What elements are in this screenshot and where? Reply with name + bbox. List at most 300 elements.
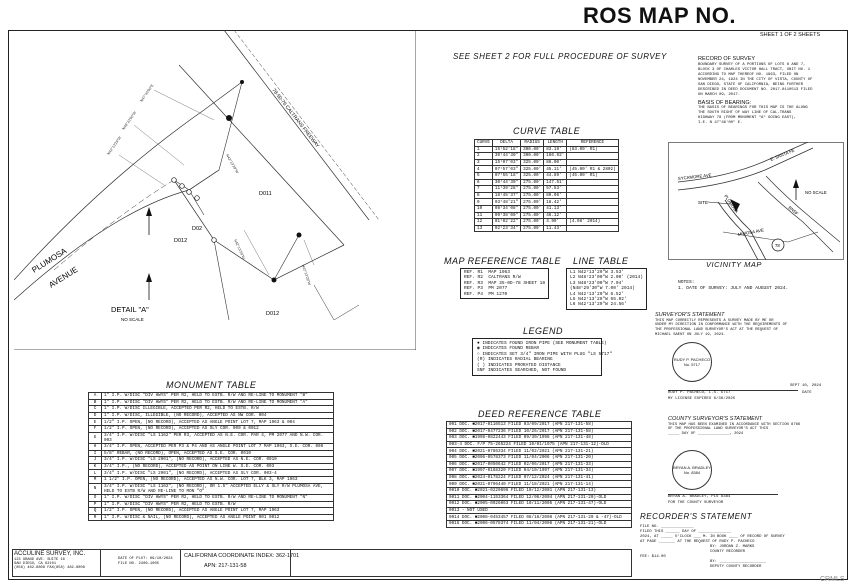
notes (678, 280, 788, 291)
parcel-line (214, 240, 229, 320)
monument-row (89, 494, 334, 501)
monument-marker (297, 233, 302, 238)
monument-description: 3/4" I.P., (NO RECORD), ACCEPTED AS POINT ON LINE W. S.E. COR. 003 (102, 463, 334, 470)
monument-letter: K (89, 463, 102, 470)
freeway-line (234, 30, 379, 220)
file-number: FILE NO. 2406-1005 (118, 561, 160, 566)
curve-cell: 275.00' (521, 179, 544, 186)
record-line: SAN DIEGO, STATE OF CALIFORNIA, BEING FURTHER (698, 82, 804, 87)
monument-marker (187, 190, 192, 195)
monument-marker (272, 278, 277, 283)
curve-row (475, 179, 619, 186)
curve-cell: 11 (475, 212, 493, 219)
curve-cell: 325.00' (521, 172, 544, 179)
monument-row (89, 457, 334, 464)
monument-letter: O (89, 494, 102, 501)
svg-text:N42°13'29"W: N42°13'29"W (225, 153, 240, 175)
monument-letter: G (89, 432, 102, 443)
monument-description: 1" I.P. W/DISC ILLEGIBLE, ACCEPTED PER R2, HELD TO ESTB. R/W (102, 406, 334, 413)
deed-cell: 003-4 DOC. F/P 75-265224 FILED 10/01/1975 (APN 217-131-12)-OLD (447, 441, 632, 448)
monument-description: 1/2" I.P. OPEN, (NO RECORD), ACCEPTED AS SLY COR. 009 & 0012 (102, 425, 334, 432)
svg-text:N47°46'00"E: N47°46'00"E (139, 83, 155, 103)
curve-cell (567, 199, 618, 206)
parcel-label: D012 (266, 311, 280, 317)
parcel-line (189, 82, 242, 190)
monument-marker (195, 196, 200, 201)
monument-row (89, 406, 334, 413)
parcel-label: D012 (174, 238, 188, 244)
monument-description: 1" I.P. W/DISC, ILLEGIBLE, (NO RECORD), ACCEPTED AS NW COR. 004 (102, 412, 334, 419)
street-name: AVENUE (47, 264, 80, 290)
line-row: L4 N42°13'29"W 6.52' (570, 291, 625, 297)
svg-text:N42°13'29"W: N42°13'29"W (301, 264, 312, 286)
company-address: SAN DIEGO, CA 92101 (14, 561, 57, 566)
monument-row (89, 412, 334, 419)
monument-description: 1/2" I.P. OPEN, (NO RECORD), ACCEPTED AS ANGLE POINT LOT 7, MAP 1963 & 004 (102, 419, 334, 426)
deed-row (447, 474, 632, 481)
county-title: COUNTY SURVEYOR'S STATEMENT (668, 416, 763, 422)
curve-row (475, 225, 619, 232)
curve-cell: 300.00' (521, 146, 544, 153)
curve-table-header (475, 140, 619, 147)
title-divider (290, 549, 291, 577)
curve-row (475, 205, 619, 212)
curve-cell: 12 (475, 219, 493, 226)
county-surveyor-statement (668, 416, 843, 437)
monument-table (88, 392, 334, 521)
curve-cell: 11.43' (544, 225, 567, 232)
deed-cell: 0014 DOC. ■2008-0453457 FILED 08/18/2008 (APN 217-131-20 & -47)-OLD (447, 514, 632, 521)
line-row: L5 N42°13'29"W 65.02' (570, 297, 627, 303)
deed-row (447, 501, 632, 508)
monument-description: 5/8" REBAR, (NO RECORD), OPEN, ACCEPTED AS S.E. COR. 0010 (102, 450, 334, 457)
legend-row: ○ INDICATES SET 3/4" IRON PIPE WITH PLUG "LS 5717" (477, 351, 613, 357)
curve-header-cell: RADIUS (521, 140, 544, 147)
curve-header-cell: REFERENCE (567, 140, 618, 147)
street-label: MIMOSA AVE (737, 227, 765, 237)
highway-number: 78 (775, 243, 780, 248)
curve-row (475, 172, 619, 179)
recorder-body (640, 525, 840, 570)
monument-table-title: MONUMENT TABLE (166, 380, 257, 390)
legend-row: ● INDICATES FOUND IRON PIPE (SEE MONUMENT TABLE) (477, 341, 607, 346)
curve-cell (567, 153, 618, 160)
deed-cell: 006 DOC. ■2017-0050642 FILED 02/06/2017 (APN 217-131-33) (447, 461, 632, 468)
deed-cell: 008 DOC. ■2024-0178224 FILED 07/12/2024 (APN 217-131-41) (447, 474, 632, 481)
monument-description: 1/2" I.P. OPEN, (NO RECORD), ACCEPTED AS ANGLE POINT LOT 7, MAP 1963 (102, 508, 334, 515)
legend-row: ◉ INDICATES FOUND REBAR (477, 346, 540, 352)
curve-row (475, 219, 619, 226)
monument-letter: L (89, 470, 102, 477)
recorder-line: FILE NO. ______________ (640, 525, 694, 529)
freeway-label: 78-50-76 CALTRANS FREEWAY (270, 87, 321, 149)
record-line: BOUNDARY SURVEY OF A PORTIONS OF LOTS 6 AND 7, (698, 62, 806, 67)
curve-cell: 09°38'00" (492, 212, 520, 219)
leader-line (119, 155, 164, 185)
curve-cell: 03°48'21" (492, 199, 520, 206)
monument-marker (240, 80, 244, 84)
curve-cell (567, 212, 618, 219)
street-line (14, 82, 242, 280)
curve-cell: 300.00' (521, 153, 544, 160)
county-name: BRYAN A. BRADLEY, PLS 8384 (668, 495, 731, 499)
deed-cell: 0010 DOC. ■2021-0220696 FILED 10/12/2001 (APN 217-131-13) (447, 487, 632, 494)
monument-description: 1 1/2" I.P. OPEN, (NO RECORD), ACCEPTED AS N.W. COR. LOT 7, BLK 3, MAP 1963 (102, 476, 334, 483)
legend-symbol-icon: ○ (477, 351, 480, 357)
curve-cell: 8 (475, 192, 493, 199)
curve-cell (567, 186, 618, 193)
monument-row (89, 501, 334, 508)
curve-cell (567, 179, 618, 186)
monument-letter: D (89, 412, 102, 419)
legend-symbol-icon: ◉ (477, 346, 480, 352)
monument-row (89, 399, 334, 406)
leader-line (134, 125, 184, 165)
title-divider (180, 549, 181, 577)
monument-letter: Q (89, 508, 102, 515)
street-name: PLUMOSA (30, 246, 69, 275)
legend-row: ( ) INDICATES PRORATED DISTANCE (477, 362, 561, 368)
deed-cell: 005 DOC. ■2006-0578373 FILED 11/04/2006 (APN 217-131-20) (447, 454, 632, 461)
legend-symbol-icon: SNF (477, 368, 486, 374)
apn-number: APN: 217-131-58 (204, 562, 247, 569)
monument-description: 3/4" I.P. W/DISC "LS 1162", (NO RECORD), OR 1.5" ACCEPTED ELLY & SLY R/W PLUMOSA AVE, HELD TO ESTB R/W AND RE-LINE TO MON "O" (102, 483, 334, 494)
monument-description: 3/4" I.P. W/DISC "LS 2901", (NO RECORD), ACCEPTED AS SLY COR. 003-4 (102, 470, 334, 477)
bearing-body (698, 106, 843, 126)
legend-symbol-icon: (R) (477, 357, 486, 363)
curve-cell: 15°07'03" (492, 159, 520, 166)
monument-letter: R (89, 514, 102, 521)
curve-cell: 275.00' (521, 225, 544, 232)
deed-row (447, 454, 632, 461)
curve-cell (567, 159, 618, 166)
record-of-survey (698, 56, 843, 126)
page-title: ROS MAP NO. (583, 3, 737, 28)
curve-cell: 3 (475, 159, 493, 166)
street-label: PLUMOSA (723, 193, 740, 214)
bearing-title: BASIS OF BEARING: (698, 99, 752, 106)
curve-cell: 46.12' (544, 212, 567, 219)
curve-cell: (4.98' 2014) (567, 219, 618, 226)
monument-marker (172, 178, 177, 183)
curve-cell: 08°34'08" (492, 205, 520, 212)
deed-table-title: DEED REFERENCE TABLE (478, 409, 602, 419)
recorder-line: FILED THIS ______ DAY OF ______________ (640, 530, 732, 534)
curve-cell: 15°52'18" (492, 146, 520, 153)
surveyor-title: SURVEYOR'S STATEMENT (655, 312, 725, 318)
county-line: OF THE PROFESSIONAL LAND SURVEYOR'S ACT THIS (668, 427, 769, 432)
note-line: 1. DATE OF SURVEY: JULY AND AUGUST 2024. (678, 285, 789, 291)
street-centerline (54, 180, 174, 270)
map-ref-row: REF. P4 PM 1270 (464, 291, 508, 297)
legend-symbol-icon: ( ) (477, 362, 486, 368)
curve-cell: (83.09' R1) (567, 146, 618, 153)
monument-description: 1" I.P. W/DISC "DIV HWYS" PER R2, HELD TO ESTB. R/W AND RE-LINE TO MONUMENT "A" (102, 399, 334, 406)
map-ref-row: REF. R2 CALTRANS R/W (464, 275, 521, 281)
deed-cell: 0012 DOC. ■2005-0926063 FILED 10/11/2005 (APN 217-131-47)-OLD (447, 501, 632, 508)
deed-cell: 002 DOC. ■2017-0477236 FILED 10/26/2017 (APN 217-131-58) (447, 428, 632, 435)
site-label: SITE (698, 200, 709, 205)
deed-row (447, 481, 632, 488)
curve-cell: 1 (475, 146, 493, 153)
monument-marker (226, 115, 232, 121)
curve-cell: 30°44'30" (492, 179, 520, 186)
surveyor-line: THIS MAP CORRECTLY REPRESENTS A SURVEY MADE BY ME OR (655, 318, 774, 323)
curve-cell: 18.42' (544, 199, 567, 206)
curve-cell: 275.00' (521, 199, 544, 206)
curve-cell: 18°45'37" (492, 192, 520, 199)
surveyor-name: RUDY P. PACHECO, L.S. 5717 (668, 391, 731, 395)
road-line (678, 148, 813, 190)
curve-cell: 6 (475, 179, 493, 186)
monument-description: 3/4" I.P. W/DISC "LS 2901", (NO RECORD), ACCEPTED AS N.E. COR. 0010 (102, 457, 334, 464)
monument-row (89, 425, 334, 432)
monument-row (89, 508, 334, 515)
curve-cell: 41.13' (544, 205, 567, 212)
curve-cell: 275.00' (521, 205, 544, 212)
deed-cell: 007 DOC. ■1997-0168320 FILED 04/10/1997 (APN 217-131-34) (447, 468, 632, 475)
curve-row (475, 146, 619, 153)
legend (472, 338, 613, 376)
coordinate-index: CALIFORNIA COORDINATE INDEX: 362-1701 (184, 553, 300, 559)
curve-table-title: CURVE TABLE (513, 126, 581, 136)
vicinity-map (668, 142, 844, 260)
monument-letter: C (89, 406, 102, 413)
coordinate-info (184, 553, 299, 569)
curve-cell: 5 (475, 172, 493, 179)
monument-letter: F (89, 425, 102, 432)
vicinity-title: VICINITY MAP (706, 260, 762, 269)
monument-marker (212, 238, 217, 243)
deed-row (447, 435, 632, 442)
north-arrow-icon (146, 273, 152, 300)
monument-letter: I (89, 450, 102, 457)
monument-row (89, 514, 334, 521)
freeway-line (224, 30, 369, 220)
legend-title: LEGEND (523, 326, 564, 336)
line-row: L6 N42°13'29"W 24.56' (570, 302, 627, 308)
watermark: CRMLS (820, 576, 845, 583)
recorder-title: RECORDER'S STATEMENT (640, 512, 753, 521)
curve-cell: 13 (475, 225, 493, 232)
curve-cell: 2 (475, 153, 493, 160)
curve-cell: 325.00' (521, 159, 544, 166)
notes-title: NOTES: (678, 280, 695, 285)
street-label: E. SANTA FE (769, 147, 796, 162)
surveyor-date-label: DATE (802, 391, 812, 395)
monument-description: 1" I.P. W/DISC & NAIL, (NO RECORD), ACCEPTED AS ANGLE POINT 001 0012 (102, 514, 334, 521)
deed-cell: 003 DOC. ■1998-0822443 FILED 09/30/1998 (APN 217-131-48) (447, 435, 632, 442)
curve-cell: 147.51' (544, 179, 567, 186)
deed-cell: 0011 DOC. ■2004-1153364 FILED 12/06/2004 (APN 217-131-20)-OLD (447, 494, 632, 501)
monument-row (89, 443, 334, 450)
surveyor-license: MY LICENSE EXPIRES 6/30/2025 (668, 397, 736, 401)
deed-row (447, 422, 632, 429)
county-line: _____ DAY OF ______________, 2024 (668, 432, 744, 437)
deed-reference-table (446, 421, 632, 528)
county-role: FOR THE COUNTY SURVEYOR (668, 501, 724, 505)
deed-cell: 0015 DOC. ■2006-0578374 FILED 11/04/2006 (APN 217-131-21)-OLD (447, 520, 632, 527)
curve-table (474, 139, 619, 232)
deed-row (447, 494, 632, 501)
monument-description: 1" I.P. W/DISC "DIV HWYS" PER R2, HELD TO ESTB. R/W AND RE-LINE TO MONUMENT "B" (102, 393, 334, 400)
curve-cell: 275.00' (521, 212, 544, 219)
boundary-drawing (14, 30, 416, 350)
line-row: L1 N42°13'29"W 3.53' (570, 270, 625, 275)
curve-row (475, 186, 619, 193)
bearing-line: THE BASIS OF BEARINGS FOR THIS MAP IS THE ALONG (698, 106, 808, 110)
see-sheet-note: SEE SHEET 2 FOR FULL PROCEDURE OF SURVEY (453, 52, 667, 61)
deed-row (447, 468, 632, 475)
recorder-line: BY: JORDAN Z. MARKS (710, 545, 755, 549)
curve-cell: 10 (475, 205, 493, 212)
north-arrow-icon (793, 179, 799, 200)
monument-description: 3/4" I.P. W/DISC "LS 1162" PER R3, ACCEPTED AS N.E. COR. PAR 4, PM 2077 AND N.W. COR. 003 (102, 432, 334, 443)
county-seal: BRYAN A. BRADLEY No. 8384 (672, 450, 712, 490)
curve-row (475, 153, 619, 160)
road-line (766, 176, 840, 242)
map-ref-row: REF. R1 MAP 1963 (464, 270, 510, 275)
record-body (698, 63, 843, 98)
leader-line (154, 90, 214, 120)
monument-letter: A (89, 393, 102, 400)
svg-text:N48°23'00"W: N48°23'00"W (121, 110, 138, 131)
recorder-line: DEPUTY COUNTY RECORDER (710, 565, 762, 569)
monument-row (89, 476, 334, 483)
curve-cell: 44.89' (544, 172, 567, 179)
deed-cell: 0013 - NOT USED (447, 507, 632, 514)
line-table (566, 268, 647, 310)
recorder-line: COUNTY RECORDER (710, 550, 746, 554)
recorder-line: 2024, AT _____ O'CLOCK ___ M. IN BOOK ____ OF RECORD OF SURVEY (640, 535, 785, 539)
curve-cell: 07°55'18" (492, 172, 520, 179)
monument-letter: E (89, 419, 102, 426)
curve-cell: (45.00' R1 & 2802) (567, 166, 618, 173)
curve-cell: 45.11' (544, 166, 567, 173)
sheet-number: SHEET 1 OF 2 SHEETS (760, 32, 821, 38)
monument-row (89, 470, 334, 477)
curve-row (475, 166, 619, 173)
leader-line (304, 240, 314, 265)
recorder-line: FEE: $14.00 (640, 555, 666, 559)
record-title: RECORD OF SURVEY (698, 56, 756, 62)
company-address: 123 GRAND AVE. SUITE 16 (14, 557, 65, 562)
company-info (14, 551, 85, 570)
deed-cell: 001 DOC. ■2017-0110513 FILED 03/09/2017 (APN 217-131-58) (447, 422, 632, 429)
plot-date: DATE OF PLOT: 09/10/2024 (118, 557, 173, 561)
legend-row: (R) INDICATES RADIAL BEARING (477, 357, 553, 363)
title-block (12, 549, 632, 577)
parcel-label: D02 (192, 226, 203, 232)
curve-cell (567, 205, 618, 212)
bearing-line: I.E. N 47°46'00" E. (698, 121, 743, 125)
deed-row (447, 514, 632, 521)
monument-description: 1" I.P. W/DISC "DIV HWYS" PER R2, HELD TO ESTB. R/W (102, 501, 334, 508)
surveyor-line: MICHAEL SAENT ON JULY 19, 2024. (655, 332, 726, 337)
line-table-title: LINE TABLE (573, 256, 629, 266)
legend-symbol-icon: ● (477, 341, 480, 346)
curve-cell: 57.53' (544, 186, 567, 193)
deed-row (447, 487, 632, 494)
deed-cell: 004 DOC. ■2021-0786334 FILED 11/02/2021 (APN 217-131-21) (447, 448, 632, 455)
bearing-line: HIGHWAY 78 (FROM MONUMENT "A" GOING EAST), (698, 116, 797, 120)
curve-cell: 7 (475, 186, 493, 193)
deed-row (447, 448, 632, 455)
legend-row: SNF INDICATES SEARCHED, NOT FOUND (477, 368, 567, 374)
street-label: BNSF (787, 204, 800, 217)
curve-header-cell: DELTA (492, 140, 520, 147)
line-row: L2 N48°23'00"W 2.00' (2014) (570, 275, 643, 281)
company-phone: (858) 482-8808 FAX(858) 482-8008 (14, 566, 85, 571)
surveyor-line: UNDER MY DIRECTION IN CONFORMANCE WITH THE REQUIREMENTS OF (655, 323, 788, 328)
record-line: ON MARCH 09, 2017. (698, 92, 741, 97)
map-reference-title: MAP REFERENCE TABLE (444, 256, 562, 266)
monument-letter: M (89, 476, 102, 483)
curve-cell: 02°23'34" (492, 225, 520, 232)
parcel-line (314, 285, 359, 320)
curve-cell: 160.92' (544, 153, 567, 160)
surveyor-seal: RUDY P. PACHECO No. 5717 (672, 342, 712, 382)
deed-row (447, 461, 632, 468)
monument-marker (180, 184, 185, 189)
line-row: L3 N48°23'00"W 7.04' (570, 280, 625, 286)
curve-cell: (45.00' R1) (567, 172, 618, 179)
street-label: SYCAMORE AVE (677, 172, 712, 181)
detail-scale: NO SCALE (121, 317, 144, 322)
curve-cell: 07°57'03" (492, 166, 520, 173)
monument-letter: J (89, 457, 102, 464)
monument-description: 1" I.P. W/DISC "DIV HWYS" PER R2, HELD TO ESTB. R/W AND RE-LINE TO MONUMENT "N" (102, 494, 334, 501)
map-ref-row: REF. R3 MAP 35-0D-78 SHEET 18 (464, 280, 546, 286)
parcel-label: D011 (259, 191, 272, 197)
monument-row (89, 393, 334, 400)
deed-cell: 009 DOC. ■2021-0796440 FILED 11/18/2021 (APN 217-131-14) (447, 481, 632, 488)
curve-cell: 4.99' (544, 219, 567, 226)
curve-cell: 89.96' (544, 192, 567, 199)
monument-row (89, 463, 334, 470)
curve-cell: 275.00' (521, 192, 544, 199)
surveyor-line: THE PROFESSIONAL LAND SURVEYOR'S ACT AT THE REQUEST OF (655, 328, 779, 333)
record-line: DESCRIBED IN DEED DOCUMENT NO. 2017-0110513 FILED (698, 87, 813, 92)
surveyor-date: SEPT 10, 2024 (790, 384, 822, 388)
monument-row (89, 483, 334, 494)
map-ref-row: REF. P3 PM 2077 (464, 286, 508, 292)
record-line: BLOCK 3 OF CHARLES VICTOR HALL TRACT, UNIT NO. 1 (698, 67, 811, 72)
recorder-line: BY: ____________________ (710, 560, 767, 564)
curve-cell: 83.19' (544, 146, 567, 153)
curve-cell: 01°02'22" (492, 219, 520, 226)
curve-cell: 30°44'30" (492, 153, 520, 160)
monument-row (89, 450, 334, 457)
record-line: NOVEMBER 24, 1924 IN THE CITY OF VISTA, COUNTY OF (698, 77, 813, 82)
deed-row (447, 441, 632, 448)
monument-letter: N (89, 483, 102, 494)
north-arrow-icon (146, 207, 152, 235)
county-line: THIS MAP HAS BEEN EXAMINED IN ACCORDANCE WITH SECTION 8766 (668, 422, 801, 427)
company-name: ACCULINE SURVEY, INC. (14, 551, 86, 557)
svg-text:N42°13'29"W: N42°13'29"W (233, 238, 246, 260)
curve-cell: 86.00' (544, 159, 567, 166)
record-line: ACCORDING TO MAP THEREOF NO. 1963, FILED ON (698, 72, 799, 77)
monument-letter: H (89, 443, 102, 450)
deed-row (447, 520, 632, 527)
svg-text:N42°13'29"W: N42°13'29"W (106, 135, 123, 156)
vicinity-scale: NO SCALE (805, 190, 827, 195)
title-divider (100, 549, 101, 577)
curve-row (475, 199, 619, 206)
curve-header-cell: LENGTH (544, 140, 567, 147)
monument-letter: P (89, 501, 102, 508)
